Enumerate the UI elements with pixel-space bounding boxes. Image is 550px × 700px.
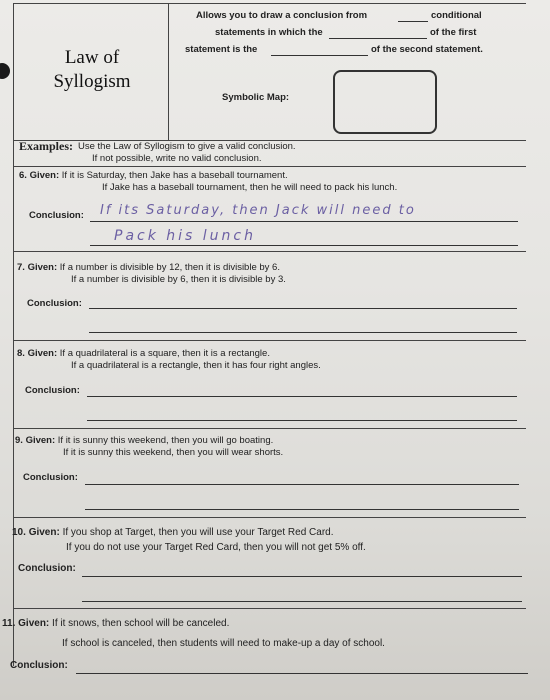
left-border: [13, 3, 14, 666]
examples-label: Examples:: [19, 139, 73, 153]
examples-divider: [13, 166, 526, 167]
problem-7-answer-line-2[interactable]: [89, 332, 517, 333]
problem-8-answer-line-1[interactable]: [87, 396, 517, 397]
problem-8-answer-line-2[interactable]: [87, 420, 517, 421]
problem-9-answer-line-1[interactable]: [85, 484, 519, 485]
symbolic-map-label: Symbolic Map:: [222, 92, 290, 103]
given-line-1: If it is sunny this weekend, then you will go boating.: [57, 435, 274, 446]
problem-9-divider: [13, 517, 526, 518]
definition-line1-b: conditional: [431, 10, 482, 21]
definition-line1-a: Allows you to draw a conclusion from: [196, 10, 368, 21]
definition-blank-1[interactable]: [398, 21, 428, 22]
problem-8-given: [17, 348, 270, 360]
problem-7-given: [17, 262, 280, 274]
problem-9-answer-line-2[interactable]: [85, 509, 519, 510]
problem-6-given-line-2: If Jake has a baseball tournament, then he will need to pack his lunch.: [102, 182, 398, 193]
problem-number: 6.: [19, 170, 27, 181]
problem-10-given-line-2: If you do not use your Target Red Card, then you will not get 5% off.: [66, 542, 366, 553]
given-label: Given:: [29, 170, 60, 181]
given-label: Given:: [18, 618, 50, 629]
problem-9-conclusion-label: Conclusion:: [23, 472, 78, 483]
given-line-1: If it is Saturday, then Jake has a baseball tournament.: [61, 170, 288, 181]
problem-6-handwritten-answer-1: If its Saturday, then Jack will need to: [100, 203, 416, 218]
problem-7-divider: [13, 340, 526, 341]
definition-blank-2[interactable]: [329, 38, 427, 39]
page-title: [34, 46, 150, 94]
problem-number: 8.: [17, 348, 25, 359]
problem-6-divider: [13, 251, 526, 252]
problem-number: 7.: [17, 262, 25, 273]
definition-line2-a: statements in which the: [215, 27, 323, 38]
problem-10-given: [12, 526, 334, 539]
problem-11-answer-line-1[interactable]: [76, 673, 528, 674]
problem-10-divider: [13, 608, 526, 609]
problem-6-conclusion-label: Conclusion:: [29, 210, 84, 221]
problem-6-answer-line-2[interactable]: [90, 245, 518, 246]
given-label: Given:: [25, 435, 56, 446]
examples-note: If not possible, write no valid conclusion.: [92, 153, 262, 164]
problem-7-answer-line-1[interactable]: [89, 308, 517, 309]
problem-10-answer-line-2[interactable]: [82, 601, 522, 602]
given-label: Given:: [28, 527, 60, 538]
given-line-1: If a quadrilateral is a square, then it is a rectangle.: [59, 348, 270, 359]
problem-number: 9.: [15, 435, 23, 446]
title-line-1: Law of: [64, 47, 120, 68]
problem-11-given: [2, 617, 229, 630]
problem-number: 11.: [2, 618, 16, 629]
definition-line3-b: of the second statement.: [371, 44, 483, 55]
header-divider: [168, 3, 169, 140]
problem-6-given: [19, 170, 288, 182]
given-label: Given:: [27, 348, 58, 359]
binder-hole: [0, 63, 10, 79]
problem-8-divider: [13, 428, 526, 429]
problem-7-conclusion-label: Conclusion:: [27, 298, 82, 309]
definition-line2-b: of the first: [430, 27, 477, 38]
given-line-1: If it snows, then school will be canceled.: [52, 618, 230, 629]
given-line-1: If you shop at Target, then you will use your Target Red Card.: [62, 527, 334, 538]
problem-11-given-line-2: If school is canceled, then students will need to make-up a day of school.: [62, 638, 385, 649]
problem-9-given-line-2: If it is sunny this weekend, then you will wear shorts.: [63, 447, 284, 458]
problem-10-answer-line-1[interactable]: [82, 576, 522, 577]
problem-7-given-line-2: If a number is divisible by 6, then it is divisible by 3.: [71, 274, 286, 285]
examples-instruction: Use the Law of Syllogism to give a valid conclusion.: [78, 141, 296, 152]
given-line-1: If a number is divisible by 12, then it is divisible by 6.: [59, 262, 280, 273]
problem-8-given-line-2: If a quadrilateral is a rectangle, then it has four right angles.: [71, 360, 321, 371]
title-line-2: Syllogism: [53, 71, 131, 92]
problem-10-conclusion-label: Conclusion:: [18, 563, 76, 574]
problem-9-given: [15, 435, 273, 447]
problem-6-answer-line-1[interactable]: [90, 221, 518, 222]
problem-6-handwritten-answer-2: Pack his lunch: [114, 228, 256, 244]
header-top-border: [13, 3, 526, 4]
definition-blank-3[interactable]: [271, 55, 368, 56]
problem-8-conclusion-label: Conclusion:: [25, 385, 80, 396]
problem-11-conclusion-label: Conclusion:: [10, 660, 68, 671]
symbolic-map-box[interactable]: [333, 70, 437, 134]
definition-line3-a: statement is the: [185, 44, 258, 55]
given-label: Given:: [27, 262, 58, 273]
problem-number: 10.: [12, 527, 26, 538]
